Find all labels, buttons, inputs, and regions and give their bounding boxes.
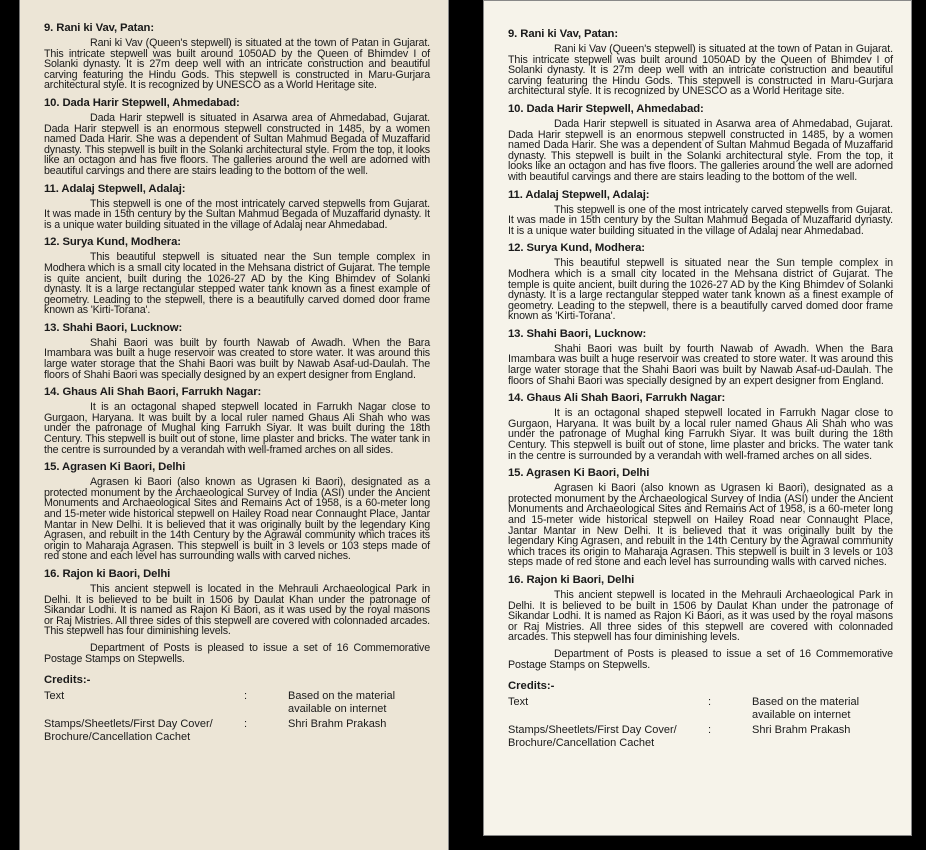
section-body: Dada Harir stepwell is situated in Asarwa area of Ahmedabad, Gujarat. Dada Harir stepwell is an enormous stepwell constructed in 1485, by a women named Dada Harir. She was a dependent of Sultan Mahmud Begada of Muzaffarid dynasty. This stepwell is built in the Solanki architectural style. From the top, it looks like an octagon and has five floors. The galleries around the well are adorned with beautiful carvings and there are stairs leading to the bottom of the well. xyxy=(508,117,893,183)
section-body: Shahi Baori was built by fourth Nawab of Awadh. When the Bara Imambara was built a huge reservoir was created to store water. It was around this large water storage that the Shahi Baori was built by Nawab Asaf-ud-Daulah. The floors of Shahi Baori was specially designed by an expert designer from England. xyxy=(44,336,430,381)
closing-statement: Department of Posts is pleased to issue a set of 16 Commemorative Postage Stamps on Stepwells. xyxy=(44,641,430,665)
credits-label: Stamps/Sheetlets/First Day Cover/ Brochure/Cancellation Cachet xyxy=(508,724,677,750)
section-body: Dada Harir stepwell is situated in Asarwa area of Ahmedabad, Gujarat. Dada Harir stepwell is an enormous stepwell constructed in 1485, by a women named Dada Harir. She was a dependent of Sultan Mahmud Begada of Muzaffarid dynasty. This stepwell is built in the Solanki architectural style. From the top, it looks like an octagon and has five floors. The galleries around the well are adorned with beautiful carvings and there are stairs leading to the bottom of the well. xyxy=(44,111,430,177)
section-surya-kund xyxy=(508,242,893,322)
brochure-page-right xyxy=(483,0,912,836)
section-body: It is an octagonal shaped stepwell located in Farrukh Nagar close to Gurgaon, Haryana. It was built by a local ruler named Ghaus Ali Shah who was under the patronage of Mughal king Farrukh Siyar. It was built during the 18th Century. This stepwell is built out of stone, lime plaster and bricks. The water tank in the centre is surrounded by a verandah with well-framed arches on all sides. xyxy=(44,401,430,456)
credits-block xyxy=(44,674,430,744)
section-dada-harir xyxy=(508,103,893,183)
section-shahi-baori xyxy=(44,322,430,380)
section-title: 15. Agrasen Ki Baori, Delhi xyxy=(508,467,650,480)
section-title: 9. Rani ki Vav, Patan: xyxy=(508,28,618,40)
section-title: 13. Shahi Baori, Lucknow: xyxy=(44,321,183,334)
credits-value: Shri Brahm Prakash xyxy=(752,724,851,737)
section-adalaj xyxy=(44,183,430,231)
section-body: Rani ki Vav (Queen's stepwell) is situated at the town of Patan in Gujarat. This intricate stepwell was built around 1050AD by the Queen of Bhimdev I of Solanki dynasty. It is 27m deep well with an intricate construction and beautiful carving featuring the Hindu Gods. This stepwell is constructed in Maru-Gurjara architectural style. It is recognized by UNESCO as a World Heritage site. xyxy=(508,43,893,98)
section-body: This beautiful stepwell is situated near the Sun temple complex in Modhera which is a small city located in the Mehsana district of Gujarat. The temple is quite ancient, built during the 1026-27 AD by the King Bhimdev of Solanki dynasty. It is a large rectangular stepped water tank known as a finest example of geometry. Leading to the stepwell, there is a beautifully carved domed door frame known as 'Kirti-Torana'. xyxy=(44,251,430,317)
credits-value: Based on the material available on internet xyxy=(752,696,860,722)
credits-value: Based on the material available on internet xyxy=(288,690,396,716)
credits-row xyxy=(44,690,430,716)
section-rani-ki-vav xyxy=(44,22,430,91)
section-ghaus-ali-shah xyxy=(508,392,893,461)
credits-row xyxy=(508,724,893,750)
section-title: 11. Adalaj Stepwell, Adalaj: xyxy=(508,188,650,201)
section-body: Shahi Baori was built by fourth Nawab of Awadh. When the Bara Imambara was built a huge reservoir was created to store water. It was around this large water storage that the Shahi Baori was built by Nawab Asaf-ud-Daulah. The floors of Shahi Baori was specially designed by an expert designer from England. xyxy=(508,342,893,387)
section-body: This stepwell is one of the most intricately carved stepwells from Gujarat. It was made in 15th century by the Sultan Mahmud Begada of Muzaffarid dynasty. It is a unique water building situated in the village of Adalaj near Ahmedabad. xyxy=(44,197,430,231)
section-rajon xyxy=(44,568,430,637)
section-body: This ancient stepwell is located in the Mehrauli Archaeological Park in Delhi. It is believed to be built in 1506 by Daulat Khan under the patronage of Sikandar Lodhi. It is named as Rajon Ki Baori, as it was used by the royal masons or Raj Mistries. All three sides of this stepwell are covered with colonnaded arcades. This stepwell has four diminishing levels. xyxy=(508,588,893,644)
section-shahi-baori xyxy=(508,328,893,386)
section-agrasen xyxy=(508,467,893,568)
credits-colon: : xyxy=(244,718,248,731)
brochure-page-left xyxy=(19,0,449,850)
credits-title: Credits:- xyxy=(44,674,91,687)
section-body: It is an octagonal shaped stepwell located in Farrukh Nagar close to Gurgaon, Haryana. It was built by a local ruler named Ghaus Ali Shah who was under the patronage of Mughal king Farrukh Siyar. It was built during the 18th Century. This stepwell is built out of stone, lime plaster and bricks. The water tank in the centre is surrounded by a verandah with well-framed arches on all sides. xyxy=(508,407,893,462)
credits-colon: : xyxy=(708,724,712,737)
section-title: 12. Surya Kund, Modhera: xyxy=(44,236,181,249)
credits-label: Text xyxy=(508,696,529,709)
section-title: 14. Ghaus Ali Shah Baori, Farrukh Nagar: xyxy=(44,386,262,399)
section-title: 16. Rajon ki Baori, Delhi xyxy=(44,567,171,580)
credits-block xyxy=(508,680,893,750)
credits-value: Shri Brahm Prakash xyxy=(288,718,387,731)
credits-colon: : xyxy=(244,690,248,703)
section-body: Rani ki Vav (Queen's stepwell) is situated at the town of Patan in Gujarat. This intricate stepwell was built around 1050AD by the Queen of Bhimdev I of Solanki dynasty. It is 27m deep well with an intricate construction and beautiful carving featuring the Hindu Gods. This stepwell is constructed in Maru-Gurjara architectural style. It is recognized by UNESCO as a World Heritage site. xyxy=(44,37,430,92)
credits-title: Credits:- xyxy=(508,680,555,693)
section-body: Agrasen ki Baori (also known as Ugrasen ki Baori), designated as a protected monument by the Archaeological Survey of India (ASI) under the Ancient Monuments and Archaeological Sites and Remains Act of 1958, is a 60-meter long and 15-meter wide historical stepwell on Hailey Road near Connaught Place, Jantar Mantar in New Delhi. It is believed that it was originally built by the legendary King Agrasen, and rebuilt in the 14th Century by the Agrawal community which traces its origin to Maharaja Agrasen. This stepwell is built in 3 levels or 103 steps made of red stone and each level has surrounding walls with carved niches. xyxy=(508,482,893,569)
section-title: 11. Adalaj Stepwell, Adalaj: xyxy=(44,182,186,195)
section-title: 14. Ghaus Ali Shah Baori, Farrukh Nagar: xyxy=(508,392,726,405)
section-body: Agrasen ki Baori (also known as Ugrasen ki Baori), designated as a protected monument by the Archaeological Survey of India (ASI) under the Ancient Monuments and Archaeological Sites and Remains Act of 1958, is a 60-meter long and 15-meter wide historical stepwell on Hailey Road near Connaught Place, Jantar Mantar in New Delhi. It is believed that it was originally built by the legendary King Agrasen, and rebuilt in the 14th Century by the Agrawal community which traces its origin to Maharaja Agrasen. This stepwell is built in 3 levels or 103 steps made of red stone and each level has surrounding walls with carved niches. xyxy=(44,476,430,563)
credits-row xyxy=(508,696,893,722)
section-title: 10. Dada Harir Stepwell, Ahmedabad: xyxy=(508,102,704,115)
section-rani-ki-vav xyxy=(508,28,893,97)
section-body: This stepwell is one of the most intricately carved stepwells from Gujarat. It was made in 15th century by the Sultan Mahmud Begada of Muzaffarid dynasty. It is a unique water building situated in the village of Adalaj near Ahmedabad. xyxy=(508,203,893,237)
section-title: 13. Shahi Baori, Lucknow: xyxy=(508,327,647,340)
section-body: This ancient stepwell is located in the Mehrauli Archaeological Park in Delhi. It is believed to be built in 1506 by Daulat Khan under the patronage of Sikandar Lodhi. It is named as Rajon Ki Baori, as it was used by the royal masons or Raj Mistries. All three sides of this stepwell are covered with colonnaded arcades. This stepwell has four diminishing levels. xyxy=(44,582,430,638)
section-title: 16. Rajon ki Baori, Delhi xyxy=(508,573,635,586)
section-title: 10. Dada Harir Stepwell, Ahmedabad: xyxy=(44,96,240,109)
section-title: 15. Agrasen Ki Baori, Delhi xyxy=(44,461,186,474)
section-surya-kund xyxy=(44,236,430,316)
section-title: 12. Surya Kund, Modhera: xyxy=(508,242,645,255)
section-title: 9. Rani ki Vav, Patan: xyxy=(44,22,154,34)
section-rajon xyxy=(508,574,893,643)
section-adalaj xyxy=(508,189,893,237)
credits-label: Text xyxy=(44,690,65,703)
section-agrasen xyxy=(44,461,430,562)
section-dada-harir xyxy=(44,97,430,177)
credits-colon: : xyxy=(708,696,712,709)
section-ghaus-ali-shah xyxy=(44,386,430,455)
credits-row xyxy=(44,718,430,744)
closing-statement: Department of Posts is pleased to issue a set of 16 Commemorative Postage Stamps on Stepwells. xyxy=(508,647,893,671)
section-body: This beautiful stepwell is situated near the Sun temple complex in Modhera which is a small city located in the Mehsana district of Gujarat. The temple is quite ancient, built during the 1026-27 AD by the King Bhimdev of Solanki dynasty. It is a large rectangular stepped water tank known as a finest example of geometry. Leading to the stepwell, there is a beautifully carved domed door frame known as 'Kirti-Torana'. xyxy=(508,257,893,323)
credits-label: Stamps/Sheetlets/First Day Cover/ Brochure/Cancellation Cachet xyxy=(44,718,213,744)
